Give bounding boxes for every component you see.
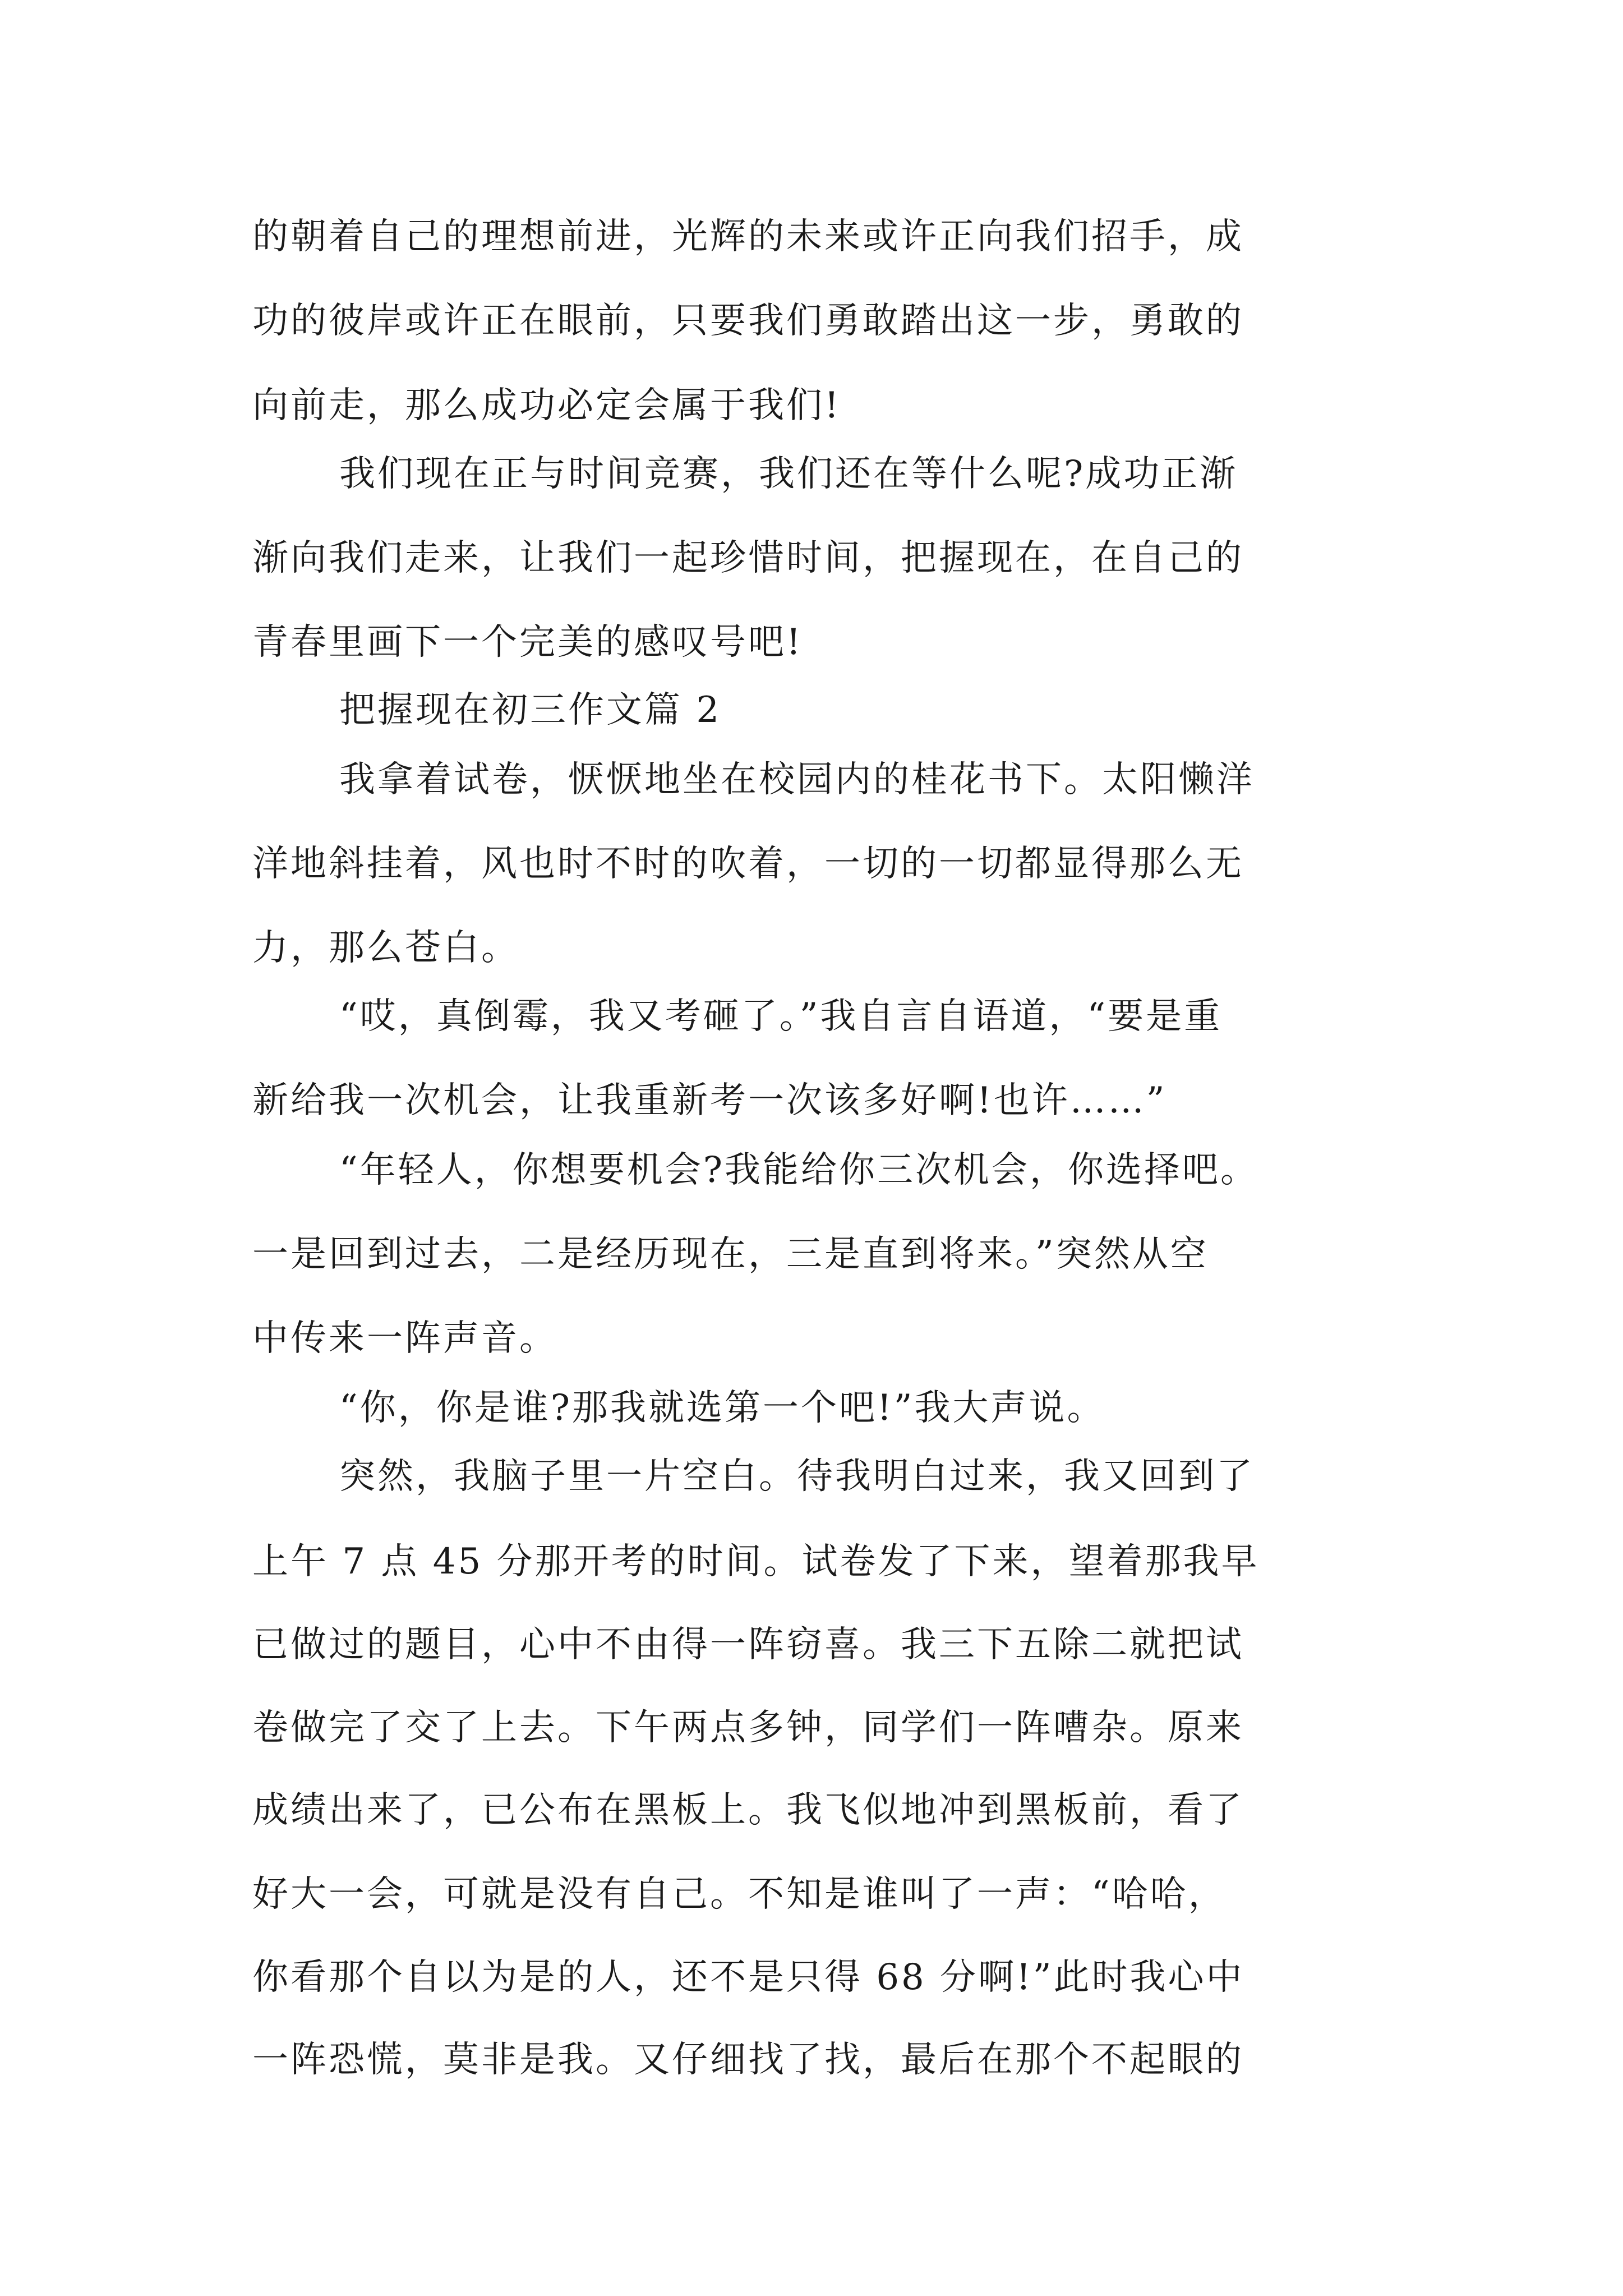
text-line: 的朝着自己的理想前进，光辉的未来或许正向我们招手，成 [252,216,1244,257]
text-line: 功的彼岸或许正在眼前，只要我们勇敢踏出这一步，勇敢的 [252,300,1244,342]
text-line: “你，你是谁?那我就选第一个吧!”我大声说。 [339,1387,1105,1429]
text-line: 突然，我脑子里一片空白。待我明白过来，我又回到了 [339,1456,1255,1497]
text-line: 已做过的题目，心中不由得一阵窃喜。我三下五除二就把试 [252,1624,1244,1665]
text-line: 一阵恐慌，莫非是我。又仔细找了找，最后在那个不起眼的 [252,2039,1244,2081]
text-line: 渐向我们走来，让我们一起珍惜时间，把握现在，在自己的 [252,537,1244,579]
text-line: 向前走，那么成功必定会属于我们! [252,385,841,426]
text-line: “年轻人，你想要机会?我能给你三次机会，你选择吧。 [339,1149,1259,1191]
text-line: 卷做完了交了上去。下午两点多钟，同学们一阵嘈杂。原来 [252,1707,1244,1749]
text-line: 力，那么苍白。 [252,927,519,969]
text-line: 好大一会，可就是没有自己。不知是谁叫了一声：“哈哈， [252,1874,1227,1915]
text-line: 中传来一阵声音。 [252,1318,557,1359]
text-line: 洋地斜挂着，风也时不时的吹着，一切的一切都显得那么无 [252,843,1244,885]
section-heading: 把握现在初三作文篇 2 [339,689,722,731]
text-line: 你看那个自以为是的人，还不是只得 68 分啊!”此时我心中 [252,1957,1244,1998]
text-line: 新给我一次机会，让我重新考一次该多好啊!也许……” [252,1080,1167,1121]
text-line: 上午 7 点 45 分那开考的时间。试卷发了下来，望着那我早 [252,1541,1260,1582]
text-line: 我拿着试卷，恹恹地坐在校园内的桂花书下。太阳懒洋 [339,759,1255,800]
text-line: 青春里画下一个完美的感叹号吧! [252,622,803,663]
text-line: 我们现在正与时间竞赛，我们还在等什么呢?成功正渐 [339,453,1238,495]
text-line: 成绩出来了，已公布在黑板上。我飞似地冲到黑板前，看了 [252,1789,1244,1831]
text-line: 一是回到过去，二是经历现在，三是直到将来。”突然从空 [252,1234,1209,1275]
text-line: “哎，真倒霉，我又考砸了。”我自言自语道，“要是重 [339,996,1223,1037]
